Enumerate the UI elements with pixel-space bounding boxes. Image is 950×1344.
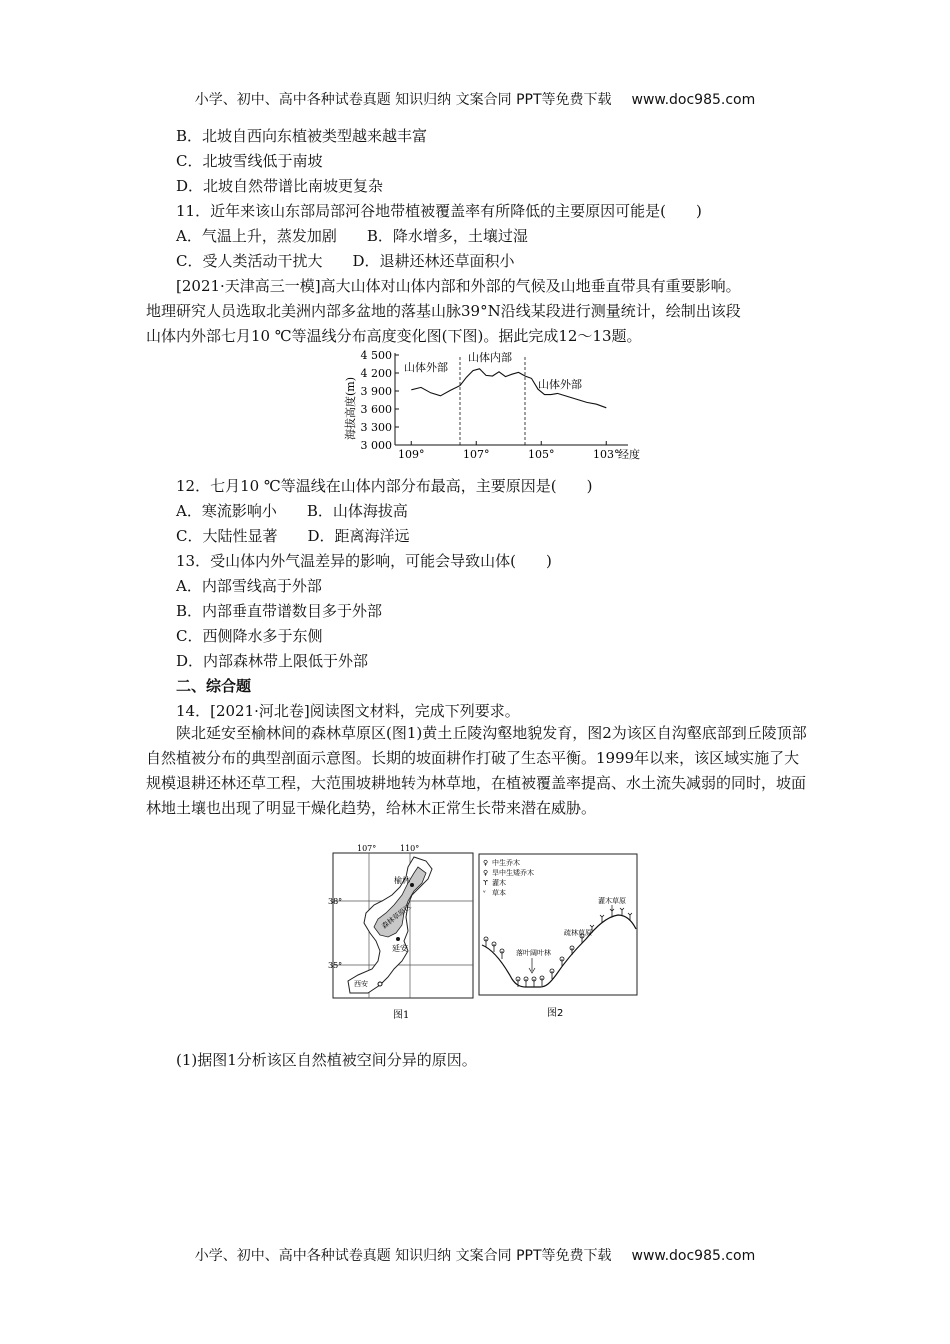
q14-stem: 14．[2021·河北卷]阅读图文材料，完成下列要求。 [176,702,520,720]
q13-option-d: D．内部森林带上限低于外部 [176,652,369,670]
legend-symbol-shrub: ϒ [483,879,488,887]
q12-options-row1: A．寒流影响小 B．山体海拔高 [176,502,408,520]
q13-option-c: C．西侧降水多于东侧 [176,627,323,645]
region-label: 森林草原区 [380,902,413,931]
lat-label-35: 35° [328,961,343,970]
xian-dot [378,982,382,986]
figure-2-profile [478,853,640,1025]
header-text: 小学、初中、高中各种试卷真题 知识归纳 文案合同 PPT等免费下载 [194,92,612,108]
y-tick-label: 3 300 [360,421,392,434]
q10-option-c: C．北坡雪线低于南坡 [176,152,323,170]
q10-option-b: B．北坡自西向东植被类型越来越丰富 [176,127,428,145]
figure-1-caption: 图1 [393,1010,410,1021]
figure-2-caption: 图2 [547,1008,564,1019]
figure-1-map [328,843,478,1025]
q12-stem: 12．七月10 ℃等温线在山体内部分布最高，主要原因是( ) [176,477,593,495]
yulin-label: 榆林 [394,876,410,885]
label-sparse-forest: 疏林草原 [564,929,592,937]
q11-options-row2: C．受人类活动干扰大 D．退耕还林还草面积小 [176,252,515,270]
q13-stem: 13．受山体内外气温差异的影响，可能会导致山体( ) [176,552,552,570]
header-site[interactable]: www.doc985.com [631,92,756,108]
region-label-east: 山体外部 [538,378,582,391]
x-tick-label: 105° [528,448,555,461]
yanan-dot [396,937,400,941]
q13-option-a: A．内部雪线高于外部 [176,577,322,595]
y-tick-label: 4 200 [360,367,392,380]
footer-site[interactable]: www.doc985.com [631,1248,756,1264]
legend-herb: 草本 [492,889,506,897]
x-tick-label: 107° [463,448,490,461]
q10-option-d: D．北坡自然带谱比南坡更复杂 [176,177,384,195]
material-line-1: [2021·天津高三一模]高大山体对山体内部和外部的气候及山地垂直带具有重要影响。 [176,277,741,295]
q14-material: 陕北延安至榆林间的森林草原区(图1)黄土丘陵沟壑地貌发育，图2为该区自沟壑底部到丘陵顶部自然植被分布的典型剖面示意图。长期的坡面耕作打破了生态平衡。1999年以来，该区域实施了大规模退耕还林还草工程，大范围坡耕地转为林草地，在植被覆盖率提高、水土流失减弱的同时，坡面林地土壤也出现了明显干燥化趋势，给林木正常生长带来潜在威胁。 [146,724,807,817]
region-label-west: 山体外部 [404,361,448,374]
label-broadleaf-forest: 落叶阔叶林 [516,949,551,957]
legend-mesophytic-tree: 中生乔木 [492,859,520,867]
y-tick-label: 3 600 [360,403,392,416]
yulin-dot [410,883,414,887]
q12-options-row2: C．大陆性显著 D．距离海洋远 [176,527,410,545]
q14-sub1: (1)据图1分析该区自然植被空间分异的原因。 [176,1051,477,1069]
page-footer [0,1245,950,1265]
xian-label: 西安 [354,980,368,988]
yanan-label: 延安 [392,944,408,953]
x-axis-label: 经度 [618,448,640,461]
q11-stem: 11．近年来该山东部局部河谷地带植被覆盖率有所降低的主要原因可能是( ) [176,202,702,220]
legend-symbol-mesophytic-tree: ♀ [483,859,489,867]
footer-text: 小学、初中、高中各种试卷真题 知识归纳 文案合同 PPT等免费下载 [194,1248,612,1264]
y-tick-label: 3 000 [360,439,392,452]
y-tick-label: 3 900 [360,385,392,398]
legend-shrub: 灌木 [492,879,506,887]
q11-options-row1: A．气温上升，蒸发加剧 B．降水增多，土壤过湿 [176,227,528,245]
lon-label-110: 110° [400,844,420,853]
x-tick-label: 109° [398,448,425,461]
region-label-inner: 山体内部 [468,351,512,364]
legend-symbol-herb: ᵛ [483,889,486,897]
material-line-3: 山体内外部七月10 ℃等温线分布高度变化图(下图)。据此完成12～13题。 [146,327,642,345]
section-title: 二、综合题 [176,677,252,695]
q13-option-b: B．内部垂直带谱数目多于外部 [176,602,383,620]
material-line-2: 地理研究人员选取北美洲内部多盆地的落基山脉39°N沿线某段进行测量统计，绘制出该段 [146,302,741,320]
page-header [0,89,950,109]
lon-label-107: 107° [357,844,377,853]
lat-label-38: 38° [328,897,343,906]
y-axis-label: 海拔高度(m) [344,376,357,440]
legend-dwarf-tree: 旱中生矮乔木 [492,869,534,877]
x-tick-label: 103° [593,448,620,461]
isotherm-chart [340,345,650,467]
y-tick-label: 4 500 [360,349,392,362]
label-shrub-steppe: 灌木草原 [598,897,626,905]
legend-symbol-dwarf-tree: ♀ [483,869,489,877]
